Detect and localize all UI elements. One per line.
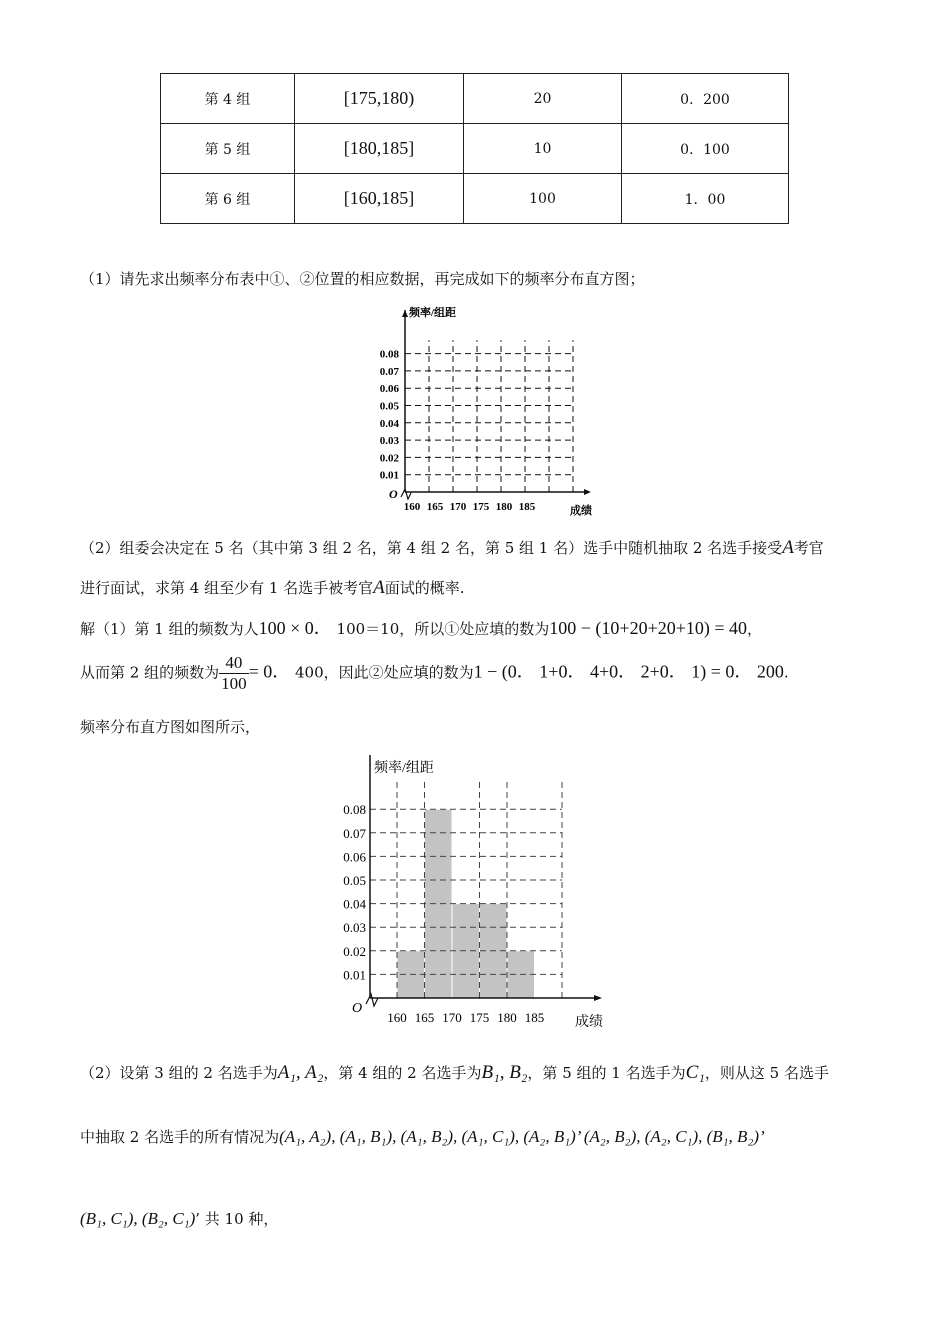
table-row (161, 74, 789, 124)
interval-cell: [180,185] (295, 124, 464, 174)
y-tick-label: 0.05 (343, 873, 366, 888)
math-expression: A₁, A₂ (277, 1062, 324, 1083)
histogram-bar (425, 809, 453, 998)
table-row (161, 124, 789, 174)
empty-histogram-grid (365, 300, 600, 518)
x-tick-label: 165 (426, 501, 444, 513)
solution-text: 400，因此②处应填的数为 (290, 663, 474, 682)
axis-break-icon (366, 994, 378, 1006)
count-cell: 100 (464, 174, 622, 224)
x-tick-label: 170 (442, 1010, 462, 1025)
y-tick-label: 0.02 (379, 452, 399, 465)
count-cell: 10 (464, 124, 622, 174)
y-tick-label: 0.08 (379, 348, 399, 361)
count-cell: 20 (464, 74, 622, 124)
question-2-line-2 (80, 577, 465, 599)
y-axis-title: 频率/组距 (374, 761, 434, 776)
y-axis-arrow (402, 310, 408, 317)
interval-cell: [175,180) (295, 74, 464, 124)
math-expression: 1 − (0． 1+0． 4+0． 2+0． 1) = 0． 200 (473, 661, 784, 682)
y-axis-title: 频率/组距 (409, 307, 457, 319)
x-tick-label: 175 (472, 501, 490, 513)
x-tick-label: 180 (497, 1010, 517, 1025)
solution-2-line-1 (80, 1062, 829, 1084)
math-expression: (B₁, C₁), (B₂, C₁) (80, 1209, 196, 1228)
x-tick-label: 185 (524, 1010, 545, 1025)
math-expression: 100 − (10+20+20+10) = 40 (549, 618, 748, 638)
solution-2-line-3 (80, 1208, 278, 1229)
question-2-text-c: 进行面试，求第 4 组至少有 1 名选手被考官 (80, 579, 374, 597)
frequency-table (160, 73, 789, 224)
solution-text: （2）设第 3 组的 2 名选手为 (80, 1064, 278, 1082)
solution-line-1 (80, 614, 762, 640)
question-2-text-b: 考官 (793, 539, 824, 557)
y-tick-label: 0.04 (343, 896, 366, 912)
solution-line-3: 频率分布直方图如图所示， (80, 718, 261, 736)
y-tick-label: 0.07 (343, 825, 366, 841)
y-tick-label: 0.02 (343, 943, 366, 959)
solution-text: ， (747, 620, 763, 638)
solution-text: ’ 共 10 种， (195, 1210, 279, 1228)
solution-text: . (783, 663, 789, 682)
fraction-numerator: 40 (219, 653, 249, 674)
y-tick-label: 0.01 (343, 967, 366, 983)
question-2-text-d: 面试的概率. (384, 579, 465, 597)
solution-line-2 (80, 653, 789, 694)
solution-text: ，第 4 组的 2 名选手为 (323, 1064, 482, 1082)
math-expression: C₁ (685, 1062, 705, 1083)
table-row (161, 174, 789, 224)
y-tick-label: 0.07 (379, 365, 399, 378)
question-2-line-1 (80, 537, 824, 559)
x-axis-title: 成绩 (575, 1015, 603, 1030)
axis-break-icon (401, 489, 411, 499)
y-tick-label: 0.05 (379, 400, 399, 413)
y-tick-label: 0.04 (379, 417, 399, 430)
x-axis-arrow (584, 489, 591, 495)
origin-label: O (352, 1001, 363, 1016)
solution-text: ，则从这 5 名选手 (704, 1064, 829, 1082)
x-tick-label: 160 (387, 1010, 407, 1025)
group-cell: 第 5 组 (161, 124, 295, 174)
fraction (219, 653, 249, 694)
solution-text: 从而第 2 组的频数为 (80, 663, 220, 682)
group-cell: 第 6 组 (161, 174, 295, 224)
y-tick-label: 0.03 (343, 920, 366, 936)
y-tick-label: 0.06 (379, 383, 399, 396)
solution-text: 中抽取 2 名选手的所有情况为 (80, 1128, 280, 1146)
frequency-cell: 0．100 (622, 124, 789, 174)
math-expression: = 0． (248, 661, 291, 682)
x-tick-label: 185 (518, 501, 536, 513)
y-tick-label: 0.01 (379, 469, 399, 482)
question-1: （1）请先求出频率分布表中①、②位置的相应数据，再完成如下的频率分布直方图； (80, 270, 645, 288)
y-tick-label: 0.06 (343, 849, 366, 865)
origin-label: O (389, 487, 398, 501)
fraction-denominator: 100 (221, 674, 247, 693)
math-expression: (A₁, A₂), (A₁, B₁), (A₁, B₂), (A₁, C₁), (A₂, B₁)’ (A₂, B₂), (A₂, C₁), (B₁, B₂)’ (279, 1127, 765, 1146)
group-cell: 第 4 组 (161, 74, 295, 124)
math-expression: 100 × 0． (258, 618, 332, 638)
frequency-cell: 0．200 (622, 74, 789, 124)
x-tick-label: 165 (414, 1010, 435, 1025)
variable-a: A (782, 537, 794, 558)
y-tick-label: 0.03 (379, 435, 399, 448)
x-tick-label: 160 (403, 501, 421, 513)
y-tick-label: 0.08 (343, 802, 366, 818)
interval-cell: [160,185] (295, 174, 464, 224)
x-tick-label: 180 (495, 501, 513, 513)
solution-text: 100＝10，所以①处应填的数为 (331, 620, 550, 638)
math-expression: B₁, B₂ (481, 1062, 528, 1083)
solution-text: 解（1）第 1 组的频数为人 (80, 620, 259, 638)
x-axis-title: 成绩 (570, 505, 592, 517)
solution-2-line-2 (80, 1126, 765, 1147)
frequency-cell: 1．00 (622, 174, 789, 224)
x-tick-label: 175 (469, 1010, 490, 1025)
x-axis-arrow (594, 995, 602, 1001)
frequency-histogram (330, 750, 620, 1032)
solution-text: ，第 5 组的 1 名选手为 (527, 1064, 686, 1082)
x-tick-label: 170 (449, 501, 467, 513)
question-2-text-a: （2）组委会决定在 5 名（其中第 3 组 2 名，第 4 组 2 名，第 5 组 1 名）选手中随机抽取 2 名选手接受 (80, 539, 783, 557)
variable-a: A (373, 577, 385, 598)
